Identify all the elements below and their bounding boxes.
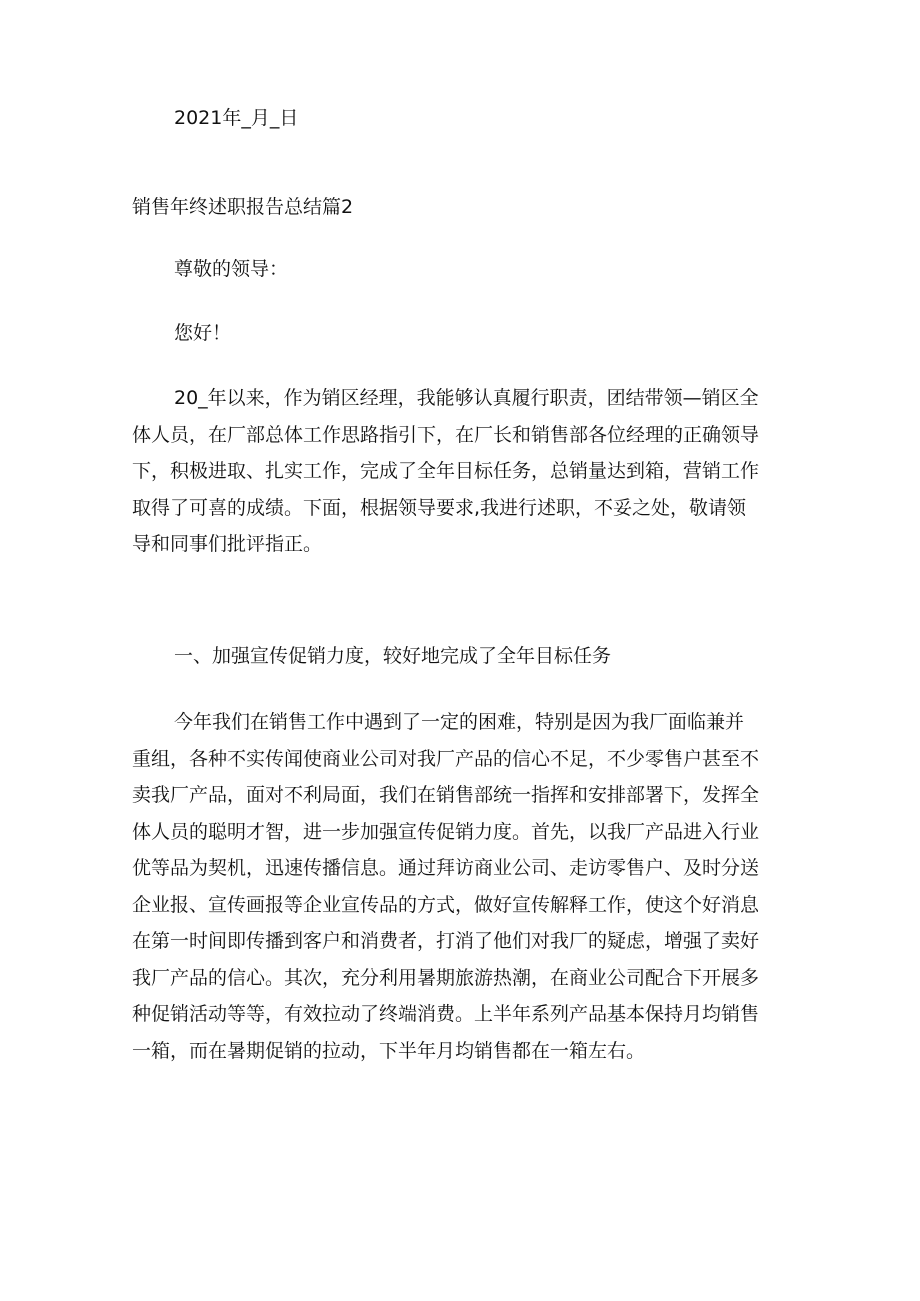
paragraph-intro [132, 380, 788, 563]
paragraph-section-one [132, 704, 788, 1069]
paragraph-line: 体人员的聪明才智，进一步加强宣传促销力度。首先，以我厂产品进入行业 [132, 820, 760, 843]
paragraph-line: 重组，各种不实传闻使商业公司对我厂产品的信心不足，不少零售户甚至不 [132, 747, 760, 770]
paragraph-line: 下，积极进取、扎实工作，完成了全年目标任务，总销量达到箱，营销工作 [132, 460, 760, 482]
salutation: 尊敬的领导： [174, 258, 289, 280]
paragraph-line: 种促销活动等等，有效拉动了终端消费。上半年系列产品基本保持月均销售 [132, 1003, 760, 1025]
paragraph-line: 在第一时间即传播到客户和消费者，打消了他们对我厂的疑虑，增强了卖好 [132, 930, 760, 952]
paragraph-line: 体人员，在厂部总体工作思路指引下，在厂长和销售部各位经理的正确领导 [132, 423, 760, 446]
paragraph-line: 取得了可喜的成绩。下面，根据领导要求,我进行述职，不妥之处，敬请领 [132, 496, 747, 519]
paragraph-line: 导和同事们批评指正。 [132, 533, 323, 555]
paragraph-line: 优等品为契机，迅速传播信息。通过拜访商业公司、走访零售户、及时分送 [132, 857, 760, 879]
greeting: 您好！ [174, 322, 232, 344]
document-title: 销售年终述职报告总结篇2 [132, 196, 354, 218]
paragraph-line: 一箱，而在暑期促销的拉动，下半年月均销售都在一箱左右。 [132, 1039, 646, 1062]
section-heading: 一、加强宣传促销力度，较好地完成了全年目标任务 [174, 645, 612, 667]
paragraph-line: 卖我厂产品，面对不利局面，我们在销售部统一指挥和安排部署下，发挥全 [132, 784, 760, 806]
paragraph-line: 企业报、宣传画报等企业宣传品的方式，做好宣传解释工作，使这个好消息 [132, 893, 760, 916]
paragraph-line: 20_年以来，作为销区经理，我能够认真履行职责，团结带领—销区全 [174, 387, 759, 409]
paragraph-line: 我厂产品的信心。其次，充分利用暑期旅游热潮，在商业公司配合下开展多 [132, 966, 760, 989]
paragraph-line: 今年我们在销售工作中遇到了一定的困难，特别是因为我厂面临兼并 [174, 711, 745, 733]
date-line: 2021年_月_日 [174, 107, 299, 129]
